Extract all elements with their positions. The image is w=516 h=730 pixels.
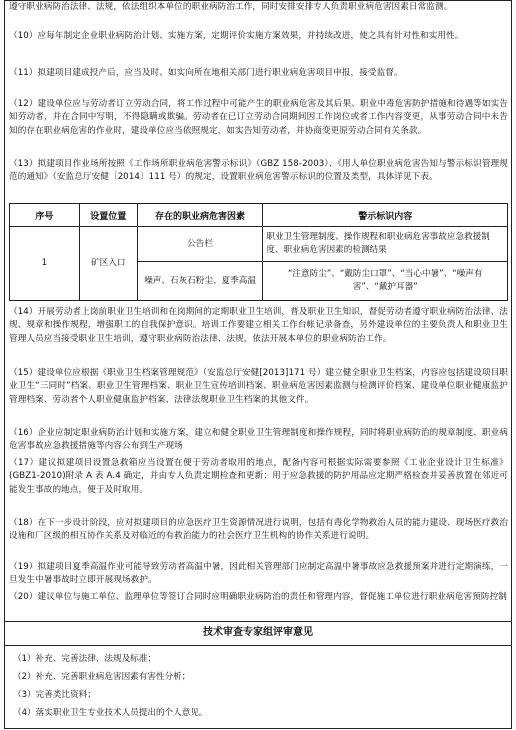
- paragraph-11: （11）拟建项目建成投产后，应当及时、如实向所在地相关部门进行职业病危害项目申报，接受监督。: [9, 68, 403, 78]
- paragraph-continued: 遵守职业病防治法律、法规，依法组织本单位的职业病防治工作，同时安排安排专人负责职业病危害因素日常监测。: [9, 2, 453, 12]
- paragraph-16: （16）企业应制定职业病防治计划和实施方案，建立和健全职业卫生管理制度和操作规程，同时将职业病防治的规章制度、职业病危害事故应急救援措施等内容公布到生产现场: [9, 428, 508, 452]
- paragraph-17: （17）建议拟建项目设置急救箱应当设置在便于劳动者取用的地点，配备内容可根据实际需要参照《工业企业设计卫生标准》(GBZ1-2010)附录 A 表 A.4 确定，并由专人负责定期检查和更新；用于应急救援的防护用品应定期严格检查并妥善放置在邻近可能发生事故的地点，便于及时取用。: [9, 458, 508, 495]
- header-serial: 序号: [10, 204, 80, 227]
- cell-serial: 1: [10, 227, 80, 301]
- paragraph-12: （12）建设单位应与劳动者订立劳动合同，将工作过程中可能产生的职业病危害及其后果、职业中毒危害防护措施和待遇等如实告知劳动者，并在合同中写明，不得隐瞒或欺骗。劳动者在已订立劳动合同期间因工作岗位或者工作内容变更，从事劳动合同中未告知的存在职业病危害的作业时，建设单位应当依照规定，如实告知劳动者，并协商变更原劳动合同有关条款。: [9, 99, 508, 136]
- paragraph-18: （18）在下一步设计阶段，应对拟建项目的应急医疗卫生资源情况进行说明，包括有毒化学物救治人员的能力建设、现场医疗救治设施和厂区级的相互协作关系及对临近的有救治能力的社会医疗卫生机构的协作关系进行说明。: [9, 518, 508, 542]
- paragraph-19: （19）拟建项目夏季高温作业可能导致劳动者高温中暑，因此相关管理部门应制定高温中暑事故应急救援预案并进行定期演练，一旦发生中暑事故时立即开展现场救护。: [9, 562, 508, 586]
- report-page: [4, 0, 512, 729]
- header-location: 设置位置: [79, 204, 137, 227]
- opinion-item-4: （4）落实职业卫生专业技术人员提出的个人意见。: [13, 708, 208, 718]
- cell-content-hazards: “注意防尘”、“戴防尘口罩”、“当心中暑”、“噪声有害”、“戴护耳器”: [263, 262, 508, 301]
- paragraph-13: （13）拟建项目作业场所按照《工作场所职业病危害警示标识》（GBZ 158-2003）、《用人单位职业病危害告知与警示标识管理规范的通知》（安监总厅安健〔2014〕111 号）的规定，设置职业病危害警示标识的位置及类型，具体详见下表。: [9, 159, 508, 183]
- section-divider: [5, 645, 511, 646]
- header-hazard-factor: 存在的职业病危害因素: [137, 204, 263, 227]
- paragraph-14: （14）开展劳动者上岗前职业卫生培训和在岗期间的定期职业卫生培训，普及职业卫生知识，督促劳动者遵守职业病防治法律、法规、规章和操作规程，增强职工的自我保护意识。培训工作要建立相关工作台帐记录备查，另外建设单位的主要负责人和职业卫生管理人员应当接受职业卫生培训，遵守职业病防治法律、法规，依法开展本单位的职业病防治工作。: [9, 307, 508, 344]
- paragraph-10: （10）应每年制定企业职业病防治计划、实施方案，定期评价实施方案效果，并持续改进，使之具有针对性和实用性。: [9, 31, 464, 41]
- cell-location: 矿区入口: [79, 227, 137, 301]
- expert-opinion-title: 技术审查专家组评审意见: [203, 627, 313, 638]
- paragraph-15: （15）建设单位应根据《职业卫生档案管理规范》（安监总厅安健[2013]171 号）建立健全职业卫生档案，内容应包括建设项目职业卫生“三同时”档案、职业卫生管理档案、职业卫生宣传培训档案、职业病危害因素监测与检测评价档案、建设单位职业健康监护管理档案、劳动者个人职业健康监护档案、法律法规职业卫生档案的其他文件。: [9, 368, 508, 405]
- cell-factor-hazards: 噪声、石灰石粉尘、夏季高温: [137, 262, 263, 301]
- table-row: [10, 227, 508, 262]
- warning-sign-table: [9, 203, 508, 301]
- paragraph-20: （20）建议单位与施工单位、监理单位等签订合同时应明确职业病防治的责任和管理内容，督促施工单位进行职业病危害预防控制: [9, 592, 507, 602]
- cell-content-board: 职业卫生管理制度、操作规程和职业病危害事故应急救援制度、职业病危害因素的检测结果: [263, 227, 508, 262]
- cell-factor-board: 公告栏: [137, 227, 263, 262]
- opinion-item-3: （3）完善类比资料；: [13, 690, 96, 700]
- table-header-row: [10, 204, 508, 227]
- opinion-item-2: （2）补充、完善职业病危害因素有害性分析；: [13, 672, 191, 682]
- header-sign-content: 警示标识内容: [263, 204, 508, 227]
- opinion-item-1: （1）补充、完善法律、法规及标准；: [13, 654, 156, 664]
